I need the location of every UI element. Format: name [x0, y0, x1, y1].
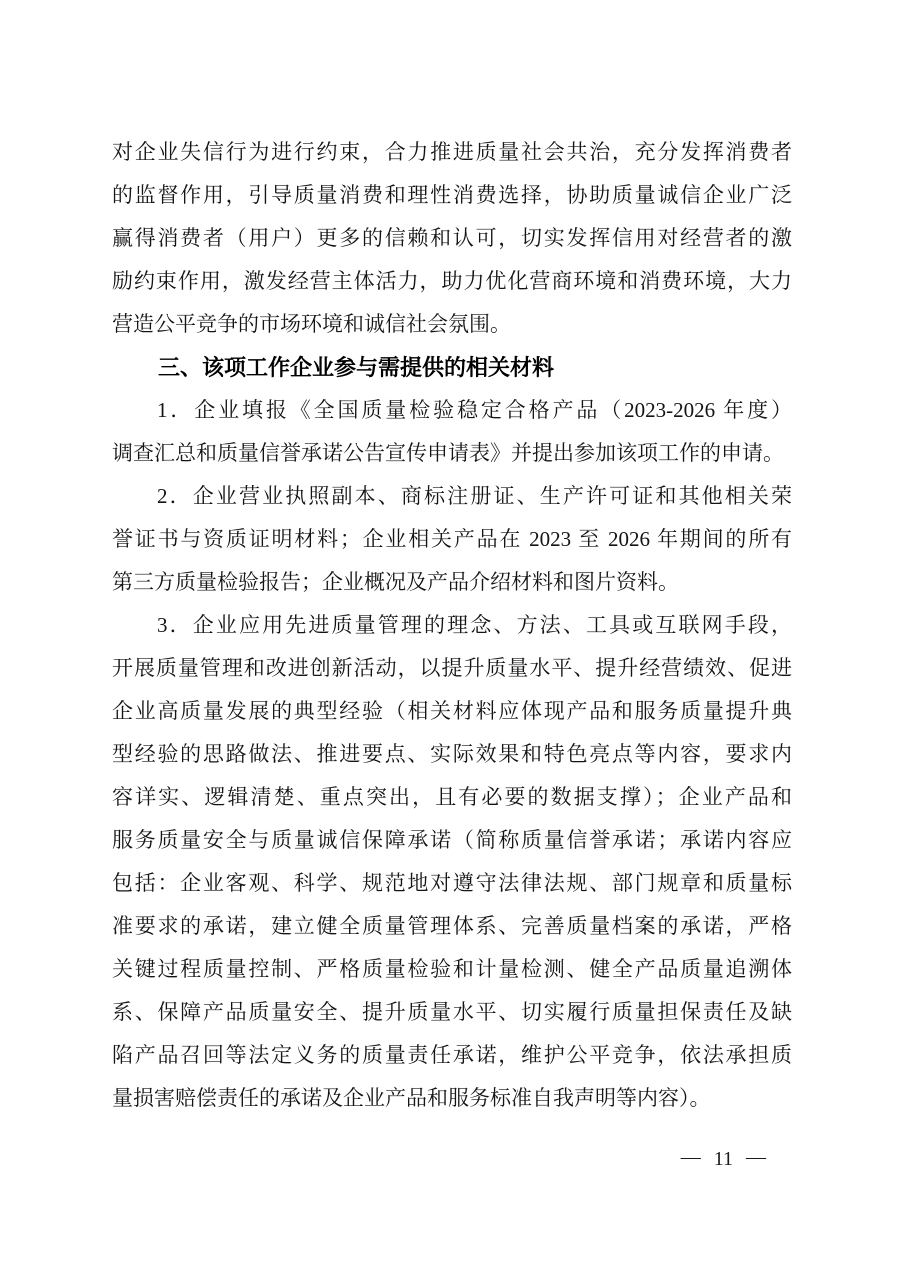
text-line: 第三方质量检验报告；企业概况及产品介绍材料和图片资料。 — [112, 570, 679, 594]
footer-dash-right: — — [746, 1145, 766, 1168]
text-line: 营造公平竞争的市场环境和诚信社会氛围。 — [112, 312, 511, 336]
text-line: 包括：企业客观、科学、规范地对遵守法律法规、部门规章和质量标 — [112, 871, 792, 895]
body-paragraphs — [112, 389, 792, 1120]
text-line: 关键过程质量控制、严格质量检验和计量检测、健全产品质量追溯体 — [112, 957, 792, 981]
section-heading: 三、该项工作企业参与需提供的相关材料 — [158, 355, 555, 380]
text-line: 3．企业应用先进质量管理的理念、方法、工具或互联网手段， — [157, 613, 792, 637]
text-line: 企业高质量发展的典型经验（相关材料应体现产品和服务质量提升典 — [112, 699, 792, 723]
text-line: 赢得消费者（用户）更多的信赖和认可，切实发挥信用对经营者的激 — [112, 226, 792, 250]
text-line: 的监督作用，引导质量消费和理性消费选择，协助质量诚信企业广泛 — [112, 183, 792, 207]
text-line: 1．企业填报《全国质量检验稳定合格产品（2023-2026 年度） — [157, 398, 792, 422]
text-line: 2．企业营业执照副本、商标注册证、生产许可证和其他相关荣 — [157, 484, 792, 508]
footer-dash-left: — — [680, 1145, 701, 1168]
text-line: 陷产品召回等法定义务的质量责任承诺，维护公平竞争，依法承担质 — [112, 1043, 792, 1067]
page-content — [112, 131, 792, 1120]
text-line: 服务质量安全与质量诚信保障承诺（简称质量信誉承诺；承诺内容应 — [112, 828, 792, 852]
text-line: 对企业失信行为进行约束，合力推进质量社会共治，充分发挥消费者 — [112, 140, 792, 164]
page-number: 11 — [713, 1147, 733, 1170]
text-line: 容详实、逻辑清楚、重点突出，且有必要的数据支撑）；企业产品和 — [112, 785, 792, 809]
text-line: 励约束作用，激发经营主体活力，助力优化营商环境和消费环境，大力 — [112, 269, 792, 293]
text-line: 量损害赔偿责任的承诺及企业产品和服务标准自我声明等内容）。 — [112, 1086, 711, 1110]
text-line: 系、保障产品质量安全、提升质量水平、切实履行质量担保责任及缺 — [112, 1000, 792, 1024]
text-line: 调查汇总和质量信誉承诺公告宣传申请表》并提出参加该项工作的申请。 — [112, 441, 784, 465]
text-line: 开展质量管理和改进创新活动，以提升质量水平、提升经营绩效、促进 — [112, 656, 792, 680]
text-line: 型经验的思路做法、推进要点、实际效果和特色亮点等内容，要求内 — [112, 742, 792, 766]
page-footer — [681, 1144, 766, 1174]
text-line: 准要求的承诺，建立健全质量管理体系、完善质量档案的承诺，严格 — [112, 914, 792, 938]
continued-paragraph — [112, 131, 792, 346]
text-line: 誉证书与资质证明材料；企业相关产品在 2023 至 2026 年期间的所有 — [112, 527, 792, 551]
